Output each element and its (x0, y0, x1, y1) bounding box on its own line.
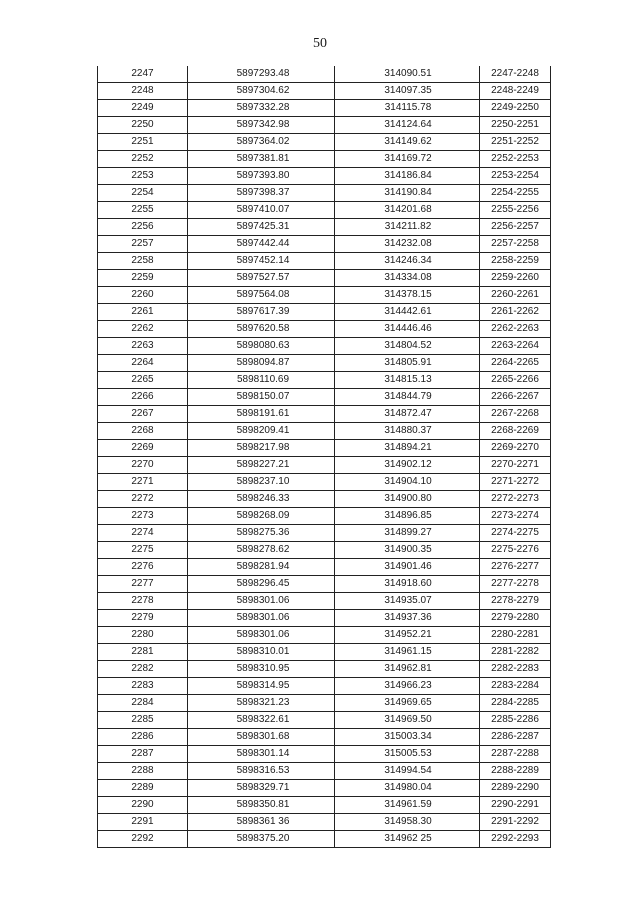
point-number-cell: 2261 (98, 304, 188, 321)
point-number-cell: 2272 (98, 491, 188, 508)
y-coordinate-cell: 314896.85 (335, 508, 480, 525)
segment-cell: 2277-2278 (480, 576, 551, 593)
x-coordinate-cell: 5897410.07 (188, 202, 335, 219)
x-coordinate-cell: 5897393.80 (188, 168, 335, 185)
segment-cell: 2257-2258 (480, 236, 551, 253)
table-row (98, 763, 551, 780)
y-coordinate-cell: 314211.82 (335, 219, 480, 236)
point-number-cell: 2278 (98, 593, 188, 610)
x-coordinate-cell: 5898301.14 (188, 746, 335, 763)
table-row (98, 134, 551, 151)
x-coordinate-cell: 5898350.81 (188, 797, 335, 814)
x-coordinate-cell: 5898375.20 (188, 831, 335, 848)
point-number-cell: 2284 (98, 695, 188, 712)
table-row (98, 304, 551, 321)
x-coordinate-cell: 5897564.08 (188, 287, 335, 304)
point-number-cell: 2266 (98, 389, 188, 406)
y-coordinate-cell: 314378.15 (335, 287, 480, 304)
segment-cell: 2278-2279 (480, 593, 551, 610)
point-number-cell: 2257 (98, 236, 188, 253)
coordinates-table (97, 66, 551, 848)
y-coordinate-cell: 314937.36 (335, 610, 480, 627)
x-coordinate-cell: 5898329.71 (188, 780, 335, 797)
point-number-cell: 2263 (98, 338, 188, 355)
point-number-cell: 2267 (98, 406, 188, 423)
point-number-cell: 2285 (98, 712, 188, 729)
table-row (98, 338, 551, 355)
y-coordinate-cell: 314958.30 (335, 814, 480, 831)
segment-cell: 2283-2284 (480, 678, 551, 695)
point-number-cell: 2255 (98, 202, 188, 219)
segment-cell: 2247-2248 (480, 66, 551, 83)
point-number-cell: 2253 (98, 168, 188, 185)
point-number-cell: 2290 (98, 797, 188, 814)
y-coordinate-cell: 314186.84 (335, 168, 480, 185)
segment-cell: 2288-2289 (480, 763, 551, 780)
table-row (98, 525, 551, 542)
y-coordinate-cell: 314962 25 (335, 831, 480, 848)
segment-cell: 2266-2267 (480, 389, 551, 406)
point-number-cell: 2275 (98, 542, 188, 559)
segment-cell: 2268-2269 (480, 423, 551, 440)
x-coordinate-cell: 5897452.14 (188, 253, 335, 270)
y-coordinate-cell: 314966.23 (335, 678, 480, 695)
y-coordinate-cell: 314904.10 (335, 474, 480, 491)
y-coordinate-cell: 314232.08 (335, 236, 480, 253)
x-coordinate-cell: 5898094.87 (188, 355, 335, 372)
y-coordinate-cell: 314442.61 (335, 304, 480, 321)
table-row (98, 457, 551, 474)
table-row (98, 287, 551, 304)
segment-cell: 2273-2274 (480, 508, 551, 525)
coordinates-table-body (98, 66, 551, 848)
table-row (98, 83, 551, 100)
y-coordinate-cell: 314894.21 (335, 440, 480, 457)
y-coordinate-cell: 314902.12 (335, 457, 480, 474)
x-coordinate-cell: 5898281.94 (188, 559, 335, 576)
segment-cell: 2284-2285 (480, 695, 551, 712)
y-coordinate-cell: 314969.50 (335, 712, 480, 729)
point-number-cell: 2291 (98, 814, 188, 831)
x-coordinate-cell: 5898246.33 (188, 491, 335, 508)
x-coordinate-cell: 5898275.36 (188, 525, 335, 542)
segment-cell: 2280-2281 (480, 627, 551, 644)
x-coordinate-cell: 5897620.58 (188, 321, 335, 338)
point-number-cell: 2287 (98, 746, 188, 763)
segment-cell: 2269-2270 (480, 440, 551, 457)
point-number-cell: 2281 (98, 644, 188, 661)
point-number-cell: 2269 (98, 440, 188, 457)
segment-cell: 2253-2254 (480, 168, 551, 185)
segment-cell: 2261-2262 (480, 304, 551, 321)
y-coordinate-cell: 314961.15 (335, 644, 480, 661)
x-coordinate-cell: 5898301.06 (188, 610, 335, 627)
x-coordinate-cell: 5898209.41 (188, 423, 335, 440)
x-coordinate-cell: 5897332.28 (188, 100, 335, 117)
y-coordinate-cell: 314872.47 (335, 406, 480, 423)
point-number-cell: 2260 (98, 287, 188, 304)
y-coordinate-cell: 314899.27 (335, 525, 480, 542)
table-row (98, 508, 551, 525)
y-coordinate-cell: 314097.35 (335, 83, 480, 100)
x-coordinate-cell: 5898191.61 (188, 406, 335, 423)
point-number-cell: 2252 (98, 151, 188, 168)
y-coordinate-cell: 314124.64 (335, 117, 480, 134)
x-coordinate-cell: 5898301.68 (188, 729, 335, 746)
table-row (98, 610, 551, 627)
point-number-cell: 2277 (98, 576, 188, 593)
table-row (98, 202, 551, 219)
segment-cell: 2286-2287 (480, 729, 551, 746)
segment-cell: 2263-2264 (480, 338, 551, 355)
table-row (98, 746, 551, 763)
table-row (98, 814, 551, 831)
y-coordinate-cell: 314149.62 (335, 134, 480, 151)
x-coordinate-cell: 5897293.48 (188, 66, 335, 83)
table-row (98, 661, 551, 678)
segment-cell: 2270-2271 (480, 457, 551, 474)
segment-cell: 2279-2280 (480, 610, 551, 627)
segment-cell: 2248-2249 (480, 83, 551, 100)
segment-cell: 2259-2260 (480, 270, 551, 287)
table-row (98, 151, 551, 168)
x-coordinate-cell: 5898301.06 (188, 627, 335, 644)
y-coordinate-cell: 314880.37 (335, 423, 480, 440)
table-row (98, 593, 551, 610)
point-number-cell: 2254 (98, 185, 188, 202)
table-row (98, 440, 551, 457)
table-row (98, 474, 551, 491)
table-row (98, 423, 551, 440)
point-number-cell: 2282 (98, 661, 188, 678)
segment-cell: 2267-2268 (480, 406, 551, 423)
point-number-cell: 2250 (98, 117, 188, 134)
table-row (98, 389, 551, 406)
point-number-cell: 2276 (98, 559, 188, 576)
table-row (98, 117, 551, 134)
y-coordinate-cell: 314952.21 (335, 627, 480, 644)
y-coordinate-cell: 314190.84 (335, 185, 480, 202)
x-coordinate-cell: 5898150.07 (188, 389, 335, 406)
table-row (98, 100, 551, 117)
point-number-cell: 2280 (98, 627, 188, 644)
segment-cell: 2254-2255 (480, 185, 551, 202)
x-coordinate-cell: 5897617.39 (188, 304, 335, 321)
point-number-cell: 2247 (98, 66, 188, 83)
point-number-cell: 2273 (98, 508, 188, 525)
point-number-cell: 2274 (98, 525, 188, 542)
table-row (98, 559, 551, 576)
y-coordinate-cell: 314115.78 (335, 100, 480, 117)
table-row (98, 695, 551, 712)
table-row (98, 321, 551, 338)
x-coordinate-cell: 5898268.09 (188, 508, 335, 525)
x-coordinate-cell: 5898316.53 (188, 763, 335, 780)
point-number-cell: 2259 (98, 270, 188, 287)
y-coordinate-cell: 314994.54 (335, 763, 480, 780)
segment-cell: 2262-2263 (480, 321, 551, 338)
segment-cell: 2292-2293 (480, 831, 551, 848)
segment-cell: 2285-2286 (480, 712, 551, 729)
point-number-cell: 2283 (98, 678, 188, 695)
y-coordinate-cell: 314805.91 (335, 355, 480, 372)
segment-cell: 2265-2266 (480, 372, 551, 389)
segment-cell: 2287-2288 (480, 746, 551, 763)
segment-cell: 2276-2277 (480, 559, 551, 576)
y-coordinate-cell: 315003.34 (335, 729, 480, 746)
y-coordinate-cell: 314844.79 (335, 389, 480, 406)
page-number: 50 (313, 36, 327, 51)
segment-cell: 2264-2265 (480, 355, 551, 372)
point-number-cell: 2279 (98, 610, 188, 627)
segment-cell: 2255-2256 (480, 202, 551, 219)
x-coordinate-cell: 5897398.37 (188, 185, 335, 202)
table-row (98, 355, 551, 372)
point-number-cell: 2271 (98, 474, 188, 491)
x-coordinate-cell: 5897364.02 (188, 134, 335, 151)
segment-cell: 2291-2292 (480, 814, 551, 831)
table-row (98, 678, 551, 695)
y-coordinate-cell: 314201.68 (335, 202, 480, 219)
y-coordinate-cell: 314969.65 (335, 695, 480, 712)
segment-cell: 2290-2291 (480, 797, 551, 814)
y-coordinate-cell: 314935.07 (335, 593, 480, 610)
table-row (98, 185, 551, 202)
table-row (98, 491, 551, 508)
x-coordinate-cell: 5898310.01 (188, 644, 335, 661)
y-coordinate-cell: 314918.60 (335, 576, 480, 593)
x-coordinate-cell: 5898217.98 (188, 440, 335, 457)
segment-cell: 2272-2273 (480, 491, 551, 508)
x-coordinate-cell: 5898301.06 (188, 593, 335, 610)
x-coordinate-cell: 5898296.45 (188, 576, 335, 593)
x-coordinate-cell: 5898314.95 (188, 678, 335, 695)
point-number-cell: 2248 (98, 83, 188, 100)
point-number-cell: 2286 (98, 729, 188, 746)
table-row (98, 542, 551, 559)
x-coordinate-cell: 5897304.62 (188, 83, 335, 100)
point-number-cell: 2262 (98, 321, 188, 338)
table-row (98, 576, 551, 593)
table-row (98, 253, 551, 270)
x-coordinate-cell: 5898322.61 (188, 712, 335, 729)
x-coordinate-cell: 5898361 36 (188, 814, 335, 831)
x-coordinate-cell: 5897381.81 (188, 151, 335, 168)
x-coordinate-cell: 5897527.57 (188, 270, 335, 287)
x-coordinate-cell: 5898278.62 (188, 542, 335, 559)
point-number-cell: 2258 (98, 253, 188, 270)
segment-cell: 2258-2259 (480, 253, 551, 270)
x-coordinate-cell: 5898080.63 (188, 338, 335, 355)
point-number-cell: 2249 (98, 100, 188, 117)
y-coordinate-cell: 314961.59 (335, 797, 480, 814)
segment-cell: 2256-2257 (480, 219, 551, 236)
segment-cell: 2289-2290 (480, 780, 551, 797)
y-coordinate-cell: 314090.51 (335, 66, 480, 83)
table-row (98, 797, 551, 814)
table-row (98, 406, 551, 423)
y-coordinate-cell: 314815.13 (335, 372, 480, 389)
segment-cell: 2282-2283 (480, 661, 551, 678)
point-number-cell: 2264 (98, 355, 188, 372)
point-number-cell: 2268 (98, 423, 188, 440)
table-row (98, 729, 551, 746)
table-row (98, 712, 551, 729)
x-coordinate-cell: 5898310.95 (188, 661, 335, 678)
table-row (98, 168, 551, 185)
y-coordinate-cell: 315005.53 (335, 746, 480, 763)
x-coordinate-cell: 5898110.69 (188, 372, 335, 389)
table-row (98, 780, 551, 797)
point-number-cell: 2251 (98, 134, 188, 151)
y-coordinate-cell: 314962.81 (335, 661, 480, 678)
point-number-cell: 2292 (98, 831, 188, 848)
table-row (98, 627, 551, 644)
segment-cell: 2252-2253 (480, 151, 551, 168)
segment-cell: 2260-2261 (480, 287, 551, 304)
x-coordinate-cell: 5897342.98 (188, 117, 335, 134)
y-coordinate-cell: 314169.72 (335, 151, 480, 168)
table-row (98, 831, 551, 848)
x-coordinate-cell: 5897442.44 (188, 236, 335, 253)
segment-cell: 2249-2250 (480, 100, 551, 117)
segment-cell: 2275-2276 (480, 542, 551, 559)
segment-cell: 2250-2251 (480, 117, 551, 134)
segment-cell: 2271-2272 (480, 474, 551, 491)
segment-cell: 2281-2282 (480, 644, 551, 661)
x-coordinate-cell: 5897425.31 (188, 219, 335, 236)
y-coordinate-cell: 314334.08 (335, 270, 480, 287)
table-row (98, 236, 551, 253)
point-number-cell: 2289 (98, 780, 188, 797)
table-row (98, 66, 551, 83)
y-coordinate-cell: 314804.52 (335, 338, 480, 355)
x-coordinate-cell: 5898237.10 (188, 474, 335, 491)
table-row (98, 644, 551, 661)
y-coordinate-cell: 314446.46 (335, 321, 480, 338)
y-coordinate-cell: 314901.46 (335, 559, 480, 576)
table-row (98, 270, 551, 287)
x-coordinate-cell: 5898227.21 (188, 457, 335, 474)
y-coordinate-cell: 314980.04 (335, 780, 480, 797)
point-number-cell: 2256 (98, 219, 188, 236)
point-number-cell: 2270 (98, 457, 188, 474)
segment-cell: 2251-2252 (480, 134, 551, 151)
point-number-cell: 2288 (98, 763, 188, 780)
point-number-cell: 2265 (98, 372, 188, 389)
table-row (98, 372, 551, 389)
y-coordinate-cell: 314900.80 (335, 491, 480, 508)
y-coordinate-cell: 314246.34 (335, 253, 480, 270)
table-row (98, 219, 551, 236)
x-coordinate-cell: 5898321.23 (188, 695, 335, 712)
segment-cell: 2274-2275 (480, 525, 551, 542)
y-coordinate-cell: 314900.35 (335, 542, 480, 559)
